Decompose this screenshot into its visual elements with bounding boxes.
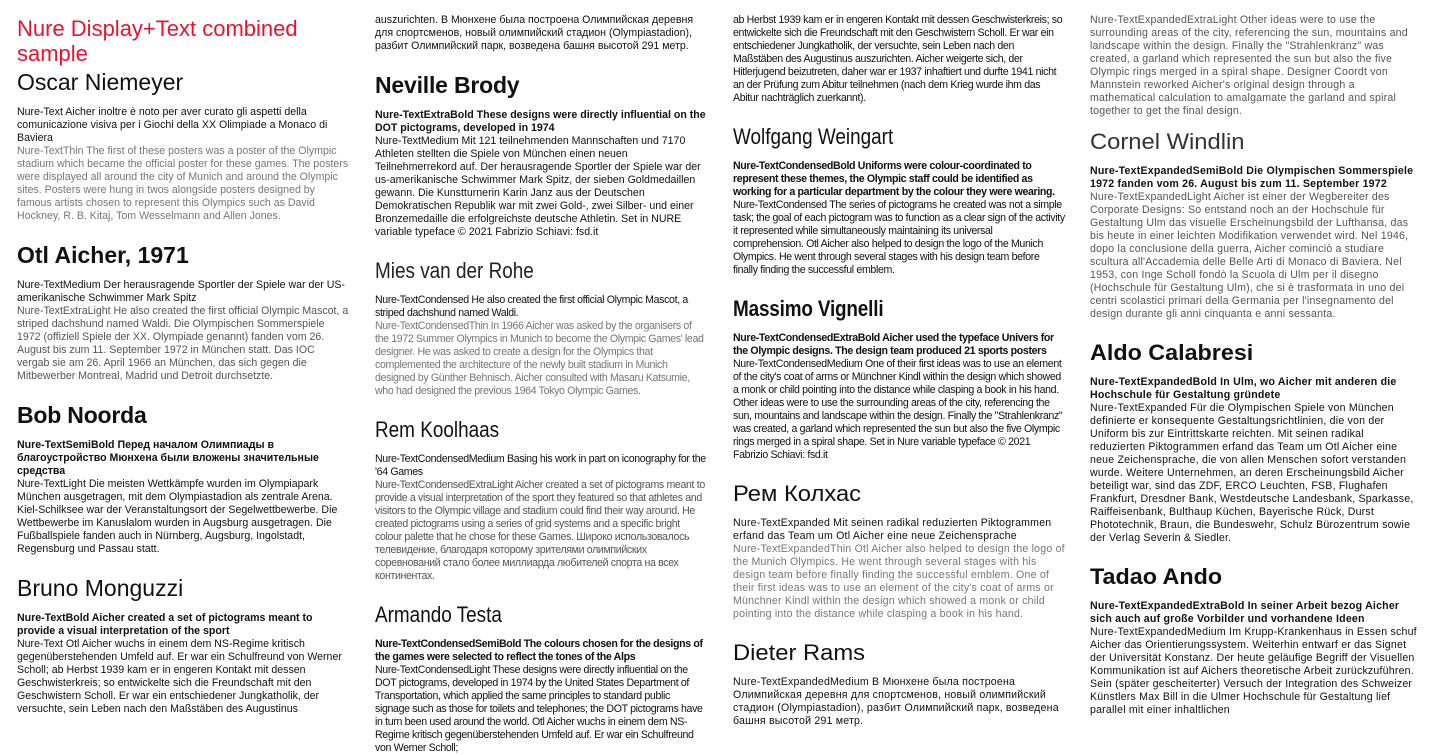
section-heading: Cornel Windlin <box>1090 129 1245 154</box>
section-lead: Nure-TextCondensedExtraBold Aicher used the typeface Univers for the Olympic designs. The design team produced 21 sports posters <box>733 332 1054 357</box>
continued-text: ab Herbst 1939 kam er in engeren Kontakt mit dessen Geschwisterkreis; so entwickelte sich die Freundschaft mit den Geschwistern Scholl. Er war ein entschiedener Jungkatholik, der versuchte, sein Leben nach den Maßstäben des Augustinus auszurichten. Aicher weigerte sich, der Hitlerjugend beizutreten, daher war er 1937 inhaftiert und durfte 1941 nicht an der Prüfung zum Abitur teilnehmen (nach dem Krieg wurde ihm das Abitur nachträglich zuerkannt). <box>733 14 1063 104</box>
section-lead: Nure-TextExpandedSemiBold Die Olympischen Sommerspiele 1972 fanden vom 26. August bis zum 11. September 1972 <box>1090 165 1414 190</box>
section-body: Nure-TextCondensed The series of pictograms he created was not a simple task; the goal of each pictogram was to function as a clear sign of the activity it represented while simultaneously maintaining its universal comprehension. Otl Aicher also helped to design the logo of the Munich Olympics. He went through several stages with his design team before finally finding the successful emblem. <box>733 199 1065 276</box>
section-body: Nure-TextExpandedThin Otl Aicher also helped to design the logo of the Munich Olympics. He went through several stages with his design team before finally finding the successful emblem. One of their first ideas was to use an element of the city's coat of arms or Münchner Kindl within the design which showed a monk or child pointing into the distance while clasping a book in his hand. <box>733 543 1065 620</box>
column-2 <box>375 0 707 754</box>
column-1 <box>17 0 349 720</box>
section-heading: Neville Brody <box>375 72 520 98</box>
section-body: Nure-TextMedium Mit 121 teilnehmenden Mannschaften und 7170 Athleten stellten die Spiele von München einen neuen Teilnehmerrekord auf. Der herausragende Sportler der Spiele war der us-amerikanische Schwimmer Mark Spitz, der sieben Goldmedaillen gewann. Die Kunstturnerin Karin Janz aus der Deutschen Demokratischen Republik war mit zwei Gold-, zwei Silber- und einer Bronzemedaille die erfolgreichste deutsche Athletin. Set in NURE variable typeface © 2021 Fabrizio Schiavi: fsd.it <box>375 135 701 238</box>
section-lead: Nure-TextExpandedMedium В Мюнхене была построена Олимпийская деревня для спортсменов, новый олимпийский стадион (Olympiastadion), разбит Олимпийский парк, возведена башня высотой 291 метр. <box>733 676 1059 727</box>
column-3 <box>733 0 1065 727</box>
section-body: Nure-TextCondensedMedium One of their first ideas was to use an element of the city's coat of arms or Münchner Kindl within the design which showed a monk or child pointing into the distance while clasping a book in his hand. Other ideas were to use the surrounding areas of the city, referencing the sun, mountains and landscape within the design. Finally the "Strahlenkranz" was created, a garland which represented the sun but also the five Olympic rings merged in a spiral shape. Set in Nure variable typeface © 2021 Fabrizio Schiavi: fsd.it <box>733 358 1063 461</box>
section-heading: Massimo Vignelli <box>733 296 884 321</box>
section-lead: Nure-TextMedium Der herausragende Sportler der Spiele war der US-amerikanische Schwimmer Mark Spitz <box>17 279 345 304</box>
continued-text: Nure-TextExpandedExtraLight Other ideas were to use the surrounding areas of the city, referencing the sun, mountains and landscape within the design. Finally the "Strahlenkranz" was created, a garland which represented the sun but also the five Olympic rings merged in a spiral shape. Designer Coordt von Mannstein reworked Aicher's original design through a mathematical calculation to amalgamate the garland and spiral together to get the final design. <box>1090 14 1408 117</box>
section-lead: Nure-TextExpandedExtraBold In seiner Arbeit bezog Aicher sich auch auf große Vorbilder und vorhandene Ideen <box>1090 600 1400 625</box>
page-title: Nure Display+Text combined sample <box>17 16 298 66</box>
section-heading: Mies van der Rohe <box>375 258 534 283</box>
section-body: Nure-TextCondensedThin In 1966 Aicher was asked by the organisers of the 1972 Summer Olympics in Munich to become the Olympic Games' lead designer. He was asked to create a design for the Olympics that complemented the architecture of the newly built stadium in Munich designed by Günther Behnisch. Aicher consulted with Masaru Katsumie, who had designed the previous 1964 Tokyo Olympic Games. <box>375 320 704 397</box>
section-lead: Nure-TextCondensed He also created the first official Olympic Mascot, a striped dachshund named Waldi. <box>375 294 688 319</box>
section-lead: Nure-TextCondensedSemiBold The colours chosen for the designs of the games were selected to reflect the tones of the Alps <box>375 638 703 663</box>
section-lead: Nure-Text Aicher inoltre è noto per aver curato gli aspetti della comunicazione visiva per i Giochi della XX Olimpiade a Monaco di Baviera <box>17 106 328 144</box>
section-heading: Bob Noorda <box>17 402 147 428</box>
section-lead: Nure-TextExpanded Mit seinen radikal reduzierten Piktogrammen erfand das Team um Otl Aicher eine neue Zeichensprache <box>733 517 1052 542</box>
section-body: Nure-TextCondensedExtraLight Aicher created a set of pictograms meant to provide a visual interpretation of the sport they featured so that athletes and visitors to the Olympic village and stadium could find their way around. He created pictograms using a series of grid systems and a specific bright colour palette that he chose for these Games. Широко использовалось телевидение, благодаря которому зрителями олимпийских соревнований стало более миллиарда любителей спорта на всех континентах. <box>375 479 705 582</box>
section-heading: Oscar Niemeyer <box>17 69 184 95</box>
section-heading: Рем Колхас <box>733 481 862 506</box>
section-body: Nure-TextLight Die meisten Wettkämpfe wurden im Olympiapark München ausgetragen, mit dem Olympiastadion als zentrale Arena. Kiel-Schilksee war der Veranstaltungsort der Segelwettbewerbe. Die Wettbewerbe im Kanuslalom wurden in Augsburg ausgetragen. Die Fußballspiele fanden auch in Nürnberg, Augsburg, Ingolstadt, Regensburg und Passau statt. <box>17 478 338 555</box>
section-heading: Otl Aicher, 1971 <box>17 242 189 268</box>
section-heading: Aldo Calabresi <box>1090 340 1254 365</box>
section-lead: Nure-TextBold Aicher created a set of pictograms meant to provide a visual interpretation of the sport <box>17 612 313 637</box>
section-body: Nure-TextThin The first of these posters was a poster of the Olympic stadium which became the official poster for these games. The posters were displayed all around the city of Munich and around the Olympic sites. Posters were hung in twos alongside posters designed by famous artists chosen to represent this Olympics such as David Hockney, R. B. Kitaj, Tom Wesselmann and Allen Jones. <box>17 145 349 222</box>
section-heading: Dieter Rams <box>733 640 866 665</box>
section-heading: Tadao Ando <box>1090 564 1223 589</box>
section-lead: Nure-TextSemiBold Перед началом Олимпиады в благоустройство Мюнхена были вложены значительные средства <box>17 439 319 477</box>
section-heading: Rem Koolhaas <box>375 417 500 442</box>
continued-text: auszurichten. В Мюнхене была построена Олимпийская деревня для спортсменов, новый олимпийский стадион (Olympiastadion), разбит Олимпийский парк, возведена башня высотой 291 метр. <box>375 14 694 52</box>
section-lead: Nure-TextCondensedBold Uniforms were colour-coordinated to represent these themes, the Olympic staff could be identified as working for a particular department by the colour they were wearing. <box>733 160 1055 198</box>
section-body: Nure-TextExtraLight He also created the first official Olympic Mascot, a striped dachshund named Waldi. Die Olympischen Sommerspiele 1972 (offiziell Spiele der XX. Olympiade genannt) fanden vom 26. August bis zum 11. September 1972 in München statt. Das IOC vergab sie am 26. April 1966 an München, das sich gegen die Mitbewerber Montreal, Madrid und Detroit durchsetzte. <box>17 305 349 382</box>
section-lead: Nure-TextCondensedMedium Basing his work in part on iconography for the '64 Games <box>375 453 706 478</box>
section-body: Nure-Text Otl Aicher wuchs in einem dem NS-Regime kritisch gegenüberstehenden Umfeld auf. Er war ein Schulfreund von Werner Scholl; ab Herbst 1939 kam er in engeren Kontakt mit dessen Geschwisterkreis; so entwickelte sich die Freundschaft mit den Geschwistern Scholl. Er war ein entschiedener Jungkatholik, der versuchte, sein Leben nach den Maßstäben des Augustinus <box>17 638 342 715</box>
section-body: Nure-TextExpandedMedium Im Krupp-Krankenhaus in Essen schuf Aicher das Orientierungssystem. Weiterhin entwarf er das Signet der Universität Konstanz. Der heute geläufige Begriff der Visuellen Kommunikation ist auf Aichers theoretische Arbeit zurückzuführen. Sein (später gescheiterter) Versuch der Integration des Schweizer Künstlers Max Bill in die Ulmer Hochschule für Gestaltung lief parallel mit einer inhaltlichen <box>1090 626 1417 716</box>
column-4 <box>1090 0 1422 720</box>
section-body: Nure-TextExpanded Für die Olympischen Spiele von München definierte er konsequente Gestaltungsrichtlinien, die von der Uniform bis zur Eintrittskarte reichten. Mit seinen radikal reduzierten Piktogrammen erfand das Team um Otl Aicher eine neue Zeichensprache, die von allen Menschen sofort verstanden wurde. Weitere Unternehmen, an deren Erscheinungsbild Aicher beteiligt war, sind das ZDF, ERCO Leuchten, FSB, Flughafen Frankfurt, Dresdner Bank, Westdeutsche Landesbank, Sparkasse, Raiffeisenbank, Bulthaup Küchen, Bayerische Rück, Durst Phototechnik, Braun, die Bundeswehr, Schulz Bürozentrum sowie der Verlag Severin & Siedler. <box>1090 402 1414 544</box>
section-heading: Wolfgang Weingart <box>733 124 894 149</box>
section-heading: Bruno Monguzzi <box>17 575 184 601</box>
section-lead: Nure-TextExtraBold These designs were directly influential on the DOT pictograms, developed in 1974 <box>375 109 706 134</box>
section-heading: Armando Testa <box>375 602 502 627</box>
section-body: Nure-TextCondensedLight These designs were directly influential on the DOT pictograms, developed in 1974 by the United States Department of Transportation, which applied the same principles to standard public signage such as those for toilets and telephones; the DOT pictograms have in turn been used around the world. Otl Aicher wuchs in einem dem NS-Regime kritisch gegenüberstehenden Umfeld auf. Er war ein Schulfreund von Werner Scholl; <box>375 664 703 754</box>
section-lead: Nure-TextExpandedBold In Ulm, wo Aicher mit anderen die Hochschule für Gestaltung gründete <box>1090 376 1397 401</box>
section-body: Nure-TextExpandedLight Aicher ist einer der Wegbereiter des Corporate Designs: So entstand noch an der Hochschule für Gestaltung Ulm das visuelle Erscheinungsbild der Lufthansa, das bis heute in einer leichten Modifikation verwendet wird. Nel 1946, dopo la conclusione della guerra, Aicher cominciò a studiare scultura all'Accademia delle Belle Arti di Monaco di Baviera. Nel 1953, con Inge Scholl fondò la Scuola di Ulm per il disegno (Hochschule für Gestaltung Ulm), che si è trasformata in uno dei centri scolastici primari della Germania per l'insegnamento del design durante gli anni cinquanta e anni sessanta. <box>1090 191 1409 320</box>
